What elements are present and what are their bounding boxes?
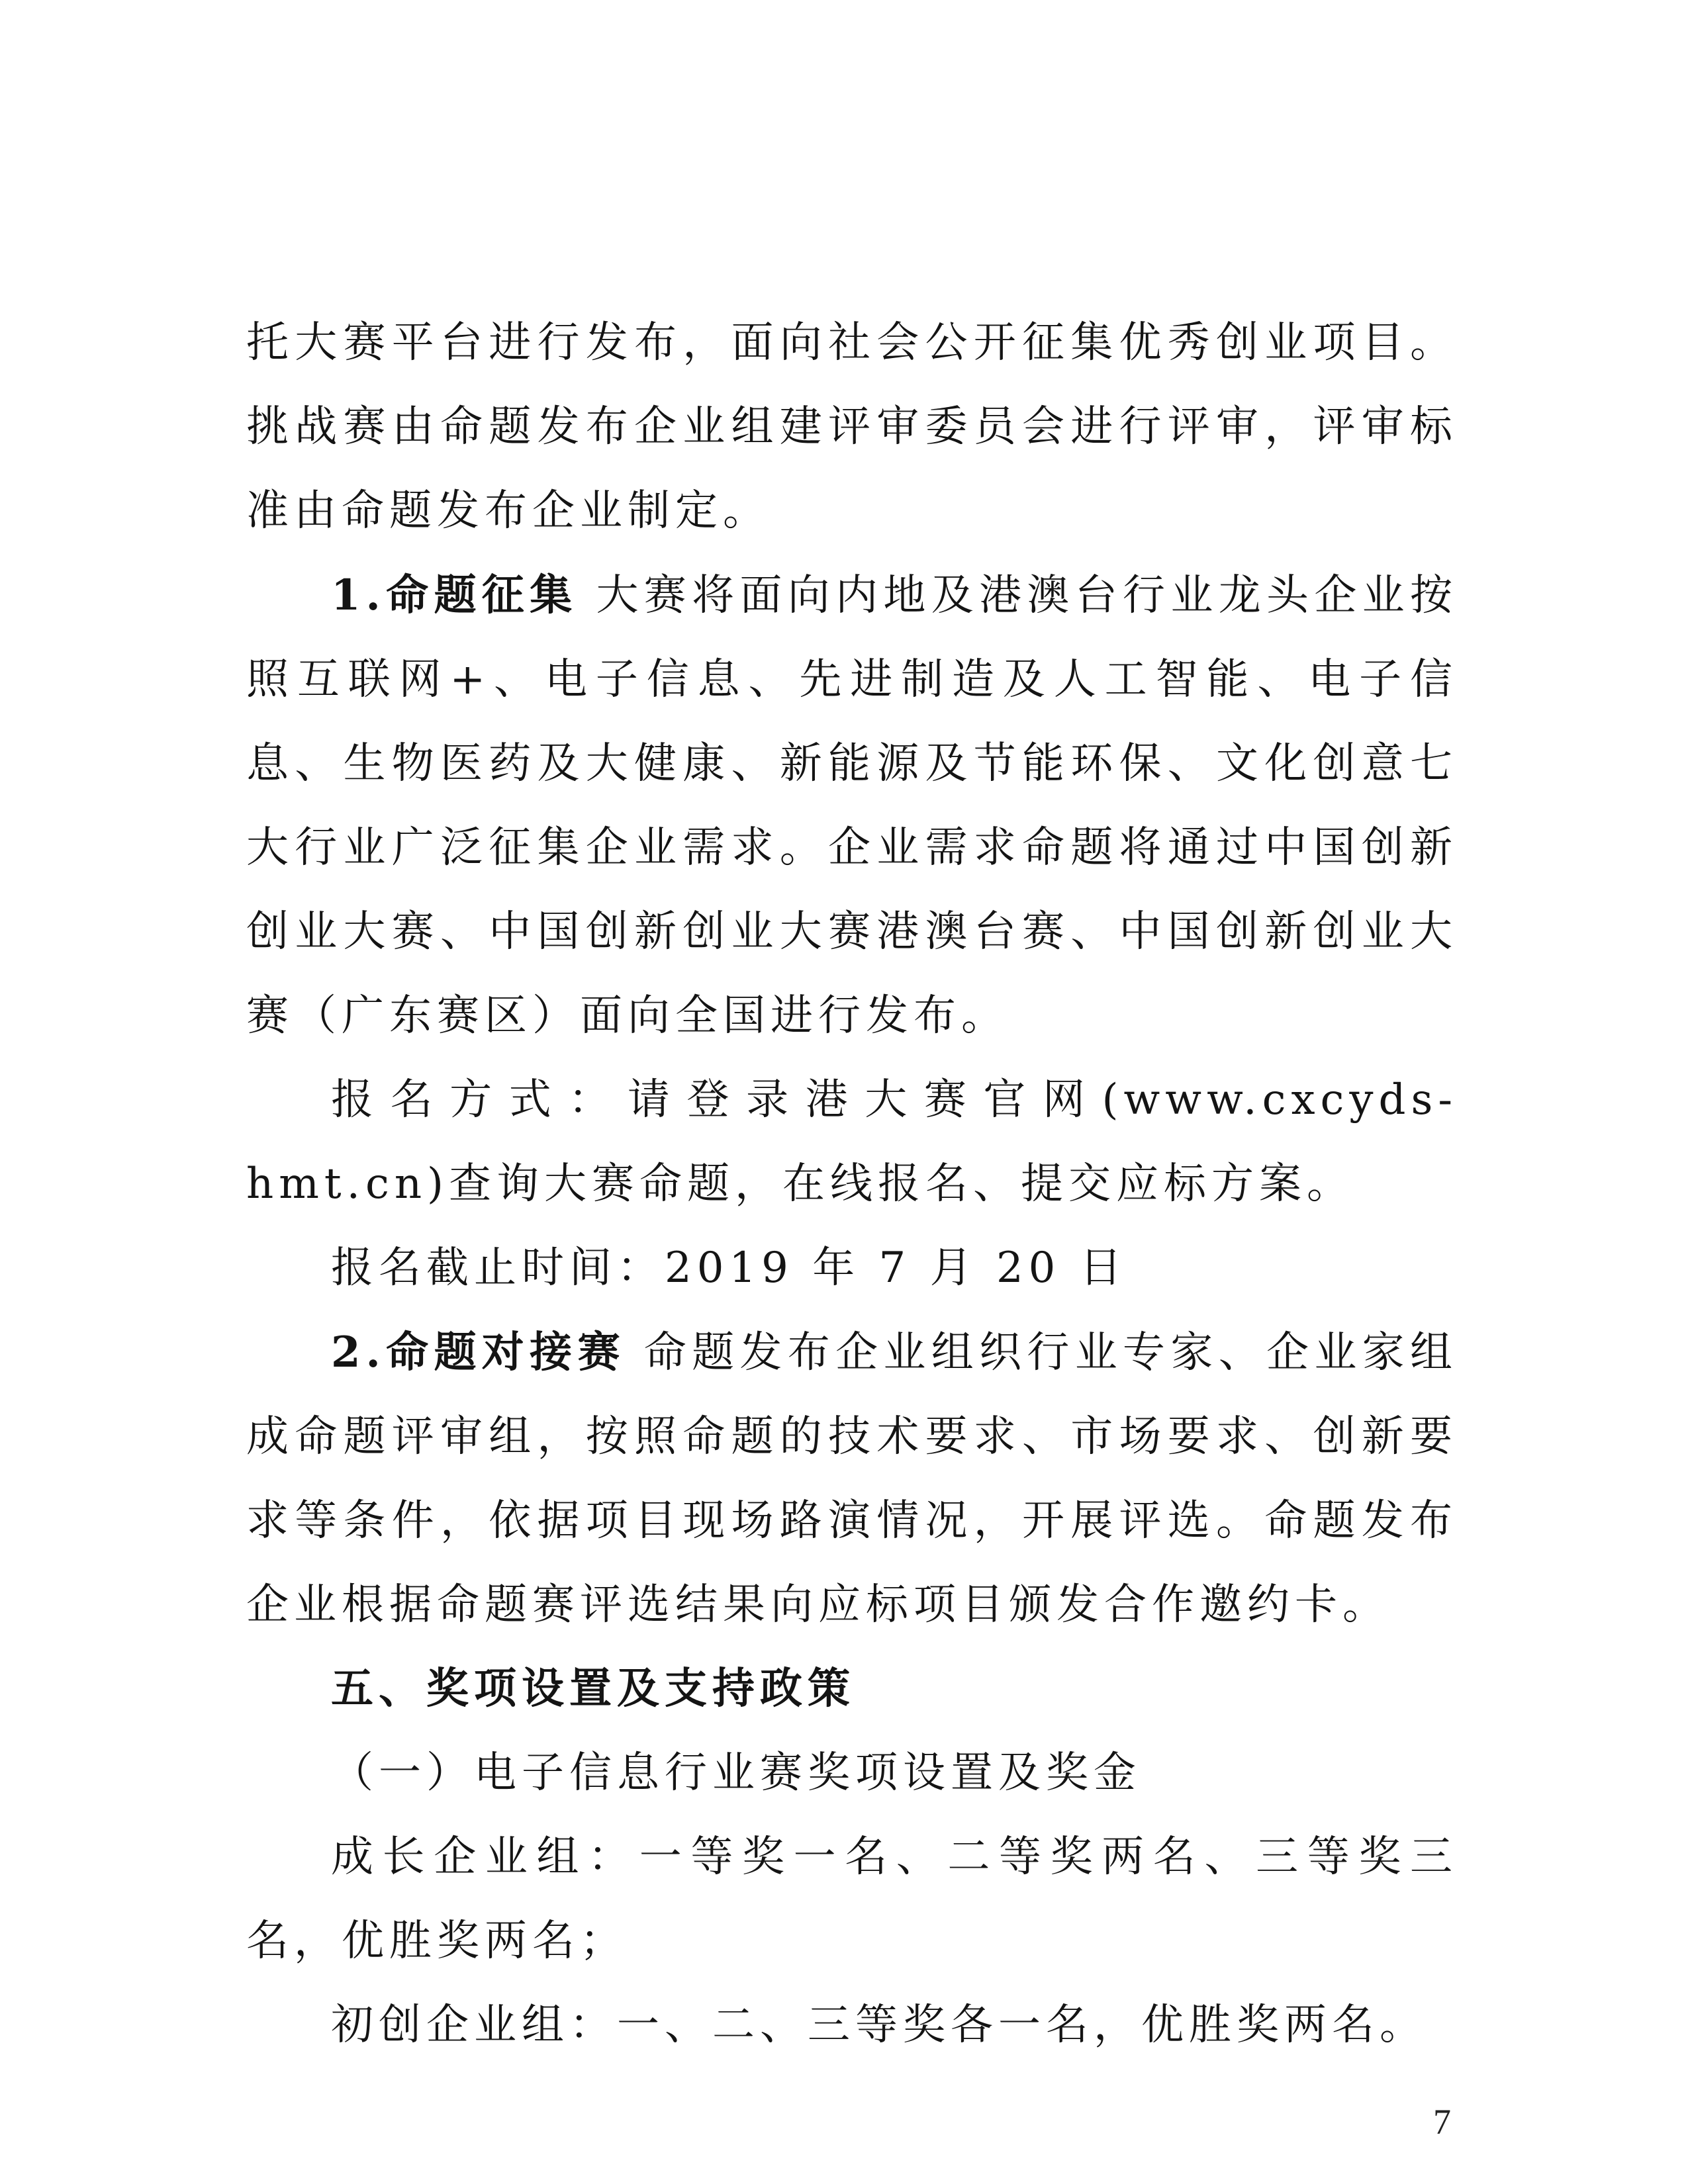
paragraph-growth-group-awards: 成长企业组：一等奖一名、二等奖两名、三等奖三名，优胜奖两名； bbox=[246, 1833, 1458, 1966]
section-lead-topic-collection: 1.命题征集 bbox=[331, 570, 578, 620]
paragraph-matching-competition-body: 命题发布企业组织行业专家、企业家组成命题评审组，按照命题的技术要求、市场要求、创新要求等条件，依据项目现场路演情况，开展评选。命题发布企业根据命题赛评选结果向应标项目颁发合作邀约卡。 bbox=[246, 1328, 1458, 1629]
paragraph-topic-collection bbox=[246, 553, 1458, 1058]
paragraph-topic-collection-body: 大赛将面向内地及港澳台行业龙头企业按照互联网+、电子信息、先进制造及人工智能、电子信息、生物医药及大健康、新能源及节能环保、文化创意七大行业广泛征集企业需求。企业需求命题将通过中国创新创业大赛、中国创新创业大赛港澳台赛、中国创新创业大赛（广东赛区）面向全国进行发布。 bbox=[246, 571, 1458, 1040]
paragraph-registration-method: 报名方式：请登录港大赛官网(www.cxcyds-hmt.cn)查询大赛命题，在线报名、提交应标方案。 bbox=[246, 1075, 1458, 1208]
paragraph-registration-deadline: 报名截止时间：2019 年 7 月 20 日 bbox=[331, 1244, 1127, 1293]
section-heading-awards: 五、奖项设置及支持政策 bbox=[331, 1664, 855, 1713]
body-text bbox=[246, 301, 1458, 2068]
section-lead-matching-competition: 2.命题对接赛 bbox=[331, 1328, 626, 1377]
page-number: 7 bbox=[1433, 2102, 1451, 2142]
paragraph-continuation: 托大赛平台进行发布，面向社会公开征集优秀创业项目。挑战赛由命题发布企业组建评审委员会进行评审，评审标准由命题发布企业制定。 bbox=[246, 318, 1458, 535]
paragraph-matching-competition bbox=[246, 1310, 1458, 1647]
subsection-heading-electronics-awards: （一）电子信息行业赛奖项设置及奖金 bbox=[331, 1749, 1141, 1797]
paragraph-startup-group-awards: 初创企业组：一、二、三等奖各一名，优胜奖两名。 bbox=[331, 2001, 1427, 2050]
